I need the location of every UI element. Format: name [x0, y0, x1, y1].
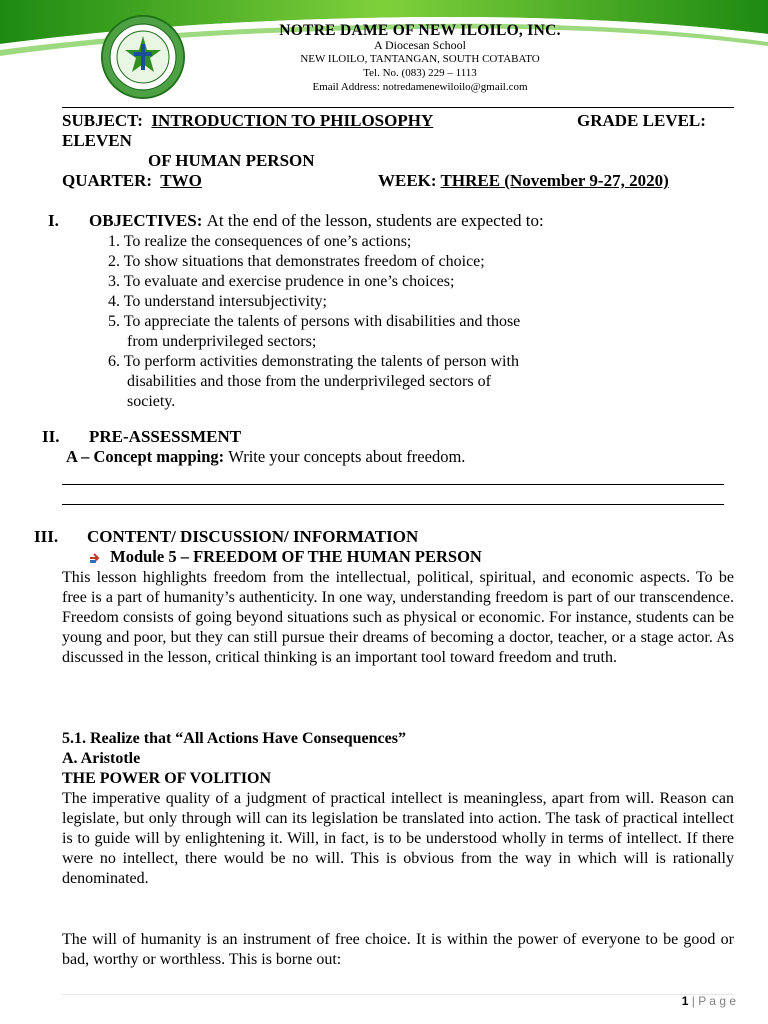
week-value: THREE (November 9-27, 2020) [440, 171, 669, 190]
objectives-heading [48, 211, 544, 231]
school-seal-icon [100, 14, 186, 100]
subject-value: INTRODUCTION TO PHILOSOPHY [151, 111, 434, 130]
week-row [378, 171, 669, 191]
lesson-paragraph: This lesson highlights freedom from the intellectual, political, spiritual, and economic aspects. To be free is a part of humanity’s authenticity. In one way, understanding freedom is part of our transcendence. Freedom consists of going beyond situations such as physical or economic. For instance, students can be young and poor, but they can still pursue their dreams of becoming a doctor, teacher, or a stage actor. As discussed in the lesson, critical thinking is an important tool toward freedom and truth. [62, 569, 734, 666]
objective-item: 6. To perform activities demonstrating the talents of person with [108, 353, 519, 370]
answer-line [62, 504, 724, 505]
module-title: Module 5 – FREEDOM OF THE HUMAN PERSON [110, 547, 482, 566]
preassessment-title: PRE-ASSESSMENT [89, 427, 242, 446]
arrow-bullet-icon [86, 552, 106, 564]
objectives-list [108, 232, 520, 412]
school-address: NEW ILOILO, TANTANGAN, SOUTH COTABATO [300, 53, 540, 65]
topic-heading: THE POWER OF VOLITION [62, 770, 272, 787]
free-choice-paragraph: The will of humanity is an instrument of free choice. It is within the power of everyone to be good or bad, worthy or worthless. This is borne out: [62, 931, 734, 968]
school-email: Email Address: notredamenewiloilo@gmail.com [312, 81, 528, 93]
subheading: 5.1. Realize that “All Actions Have Consequences” [62, 730, 406, 747]
objective-item: 1. To realize the consequences of one’s actions; [108, 233, 412, 250]
content-numeral: III. [34, 527, 59, 546]
preassessment-numeral: II. [42, 427, 60, 446]
page-separator: | [691, 994, 695, 1008]
quarter-row [62, 171, 202, 191]
objective-item-continuation: society. [127, 393, 176, 410]
page-label: P a g e [698, 994, 736, 1008]
objective-item: 5. To appreciate the talents of persons with disabilities and those [108, 313, 521, 330]
objectives-numeral: I. [48, 211, 59, 230]
concept-mapping-text: Write your concepts about freedom. [228, 447, 466, 466]
grade-label: GRADE LEVEL: [577, 111, 706, 130]
content-heading [34, 527, 418, 547]
objective-item: 4. To understand intersubjectivity; [108, 293, 327, 310]
subject-label: SUBJECT: [62, 111, 143, 130]
module-line [86, 547, 482, 567]
school-name: NOTRE DAME OF NEW ILOILO, INC. [279, 22, 561, 39]
objective-item: 2. To show situations that demonstrates freedom of choice; [108, 253, 485, 270]
subject-row [62, 111, 433, 131]
footer-divider [62, 994, 734, 995]
school-tel: Tel. No. (083) 229 – 1113 [363, 67, 477, 79]
school-header [190, 24, 650, 94]
volition-paragraph: The imperative quality of a judgment of practical intellect is meaningless, apart from will. Reason can legislate, but only through will can its legislation be translated into action. The task of practical intellect is to guide will by enlightening it. Will, in fact, is to be understood wholly in terms of intellect. If there were no intellect, there would be no will. This is obvious from the way in which will is rationally denominated. [62, 790, 734, 887]
content-title: CONTENT/ DISCUSSION/ INFORMATION [87, 527, 419, 546]
philosopher-heading: A. Aristotle [62, 750, 141, 767]
objective-item: 3. To evaluate and exercise prudence in one’s choices; [108, 273, 455, 290]
header-divider [62, 107, 734, 108]
concept-mapping-line [66, 447, 465, 467]
quarter-value: TWO [160, 171, 202, 190]
page-footer [682, 994, 736, 1008]
preassessment-heading [42, 427, 241, 447]
concept-mapping-label: A – Concept mapping: [66, 447, 225, 466]
quarter-label: QUARTER: [62, 171, 153, 190]
subject-continuation: OF HUMAN PERSON [148, 151, 315, 170]
page-number: 1 [681, 994, 689, 1008]
objectives-intro: At the end of the lesson, students are expected to: [206, 211, 544, 230]
grade-value: ELEVEN [62, 131, 132, 150]
week-label: WEEK: [378, 171, 437, 190]
school-tagline: A Diocesan School [374, 38, 466, 52]
objective-item-continuation: disabilities and those from the underprivileged sectors of [127, 373, 491, 390]
objective-item-continuation: from underprivileged sectors; [127, 333, 317, 350]
objectives-title: OBJECTIVES: [89, 211, 203, 230]
answer-line [62, 484, 724, 485]
